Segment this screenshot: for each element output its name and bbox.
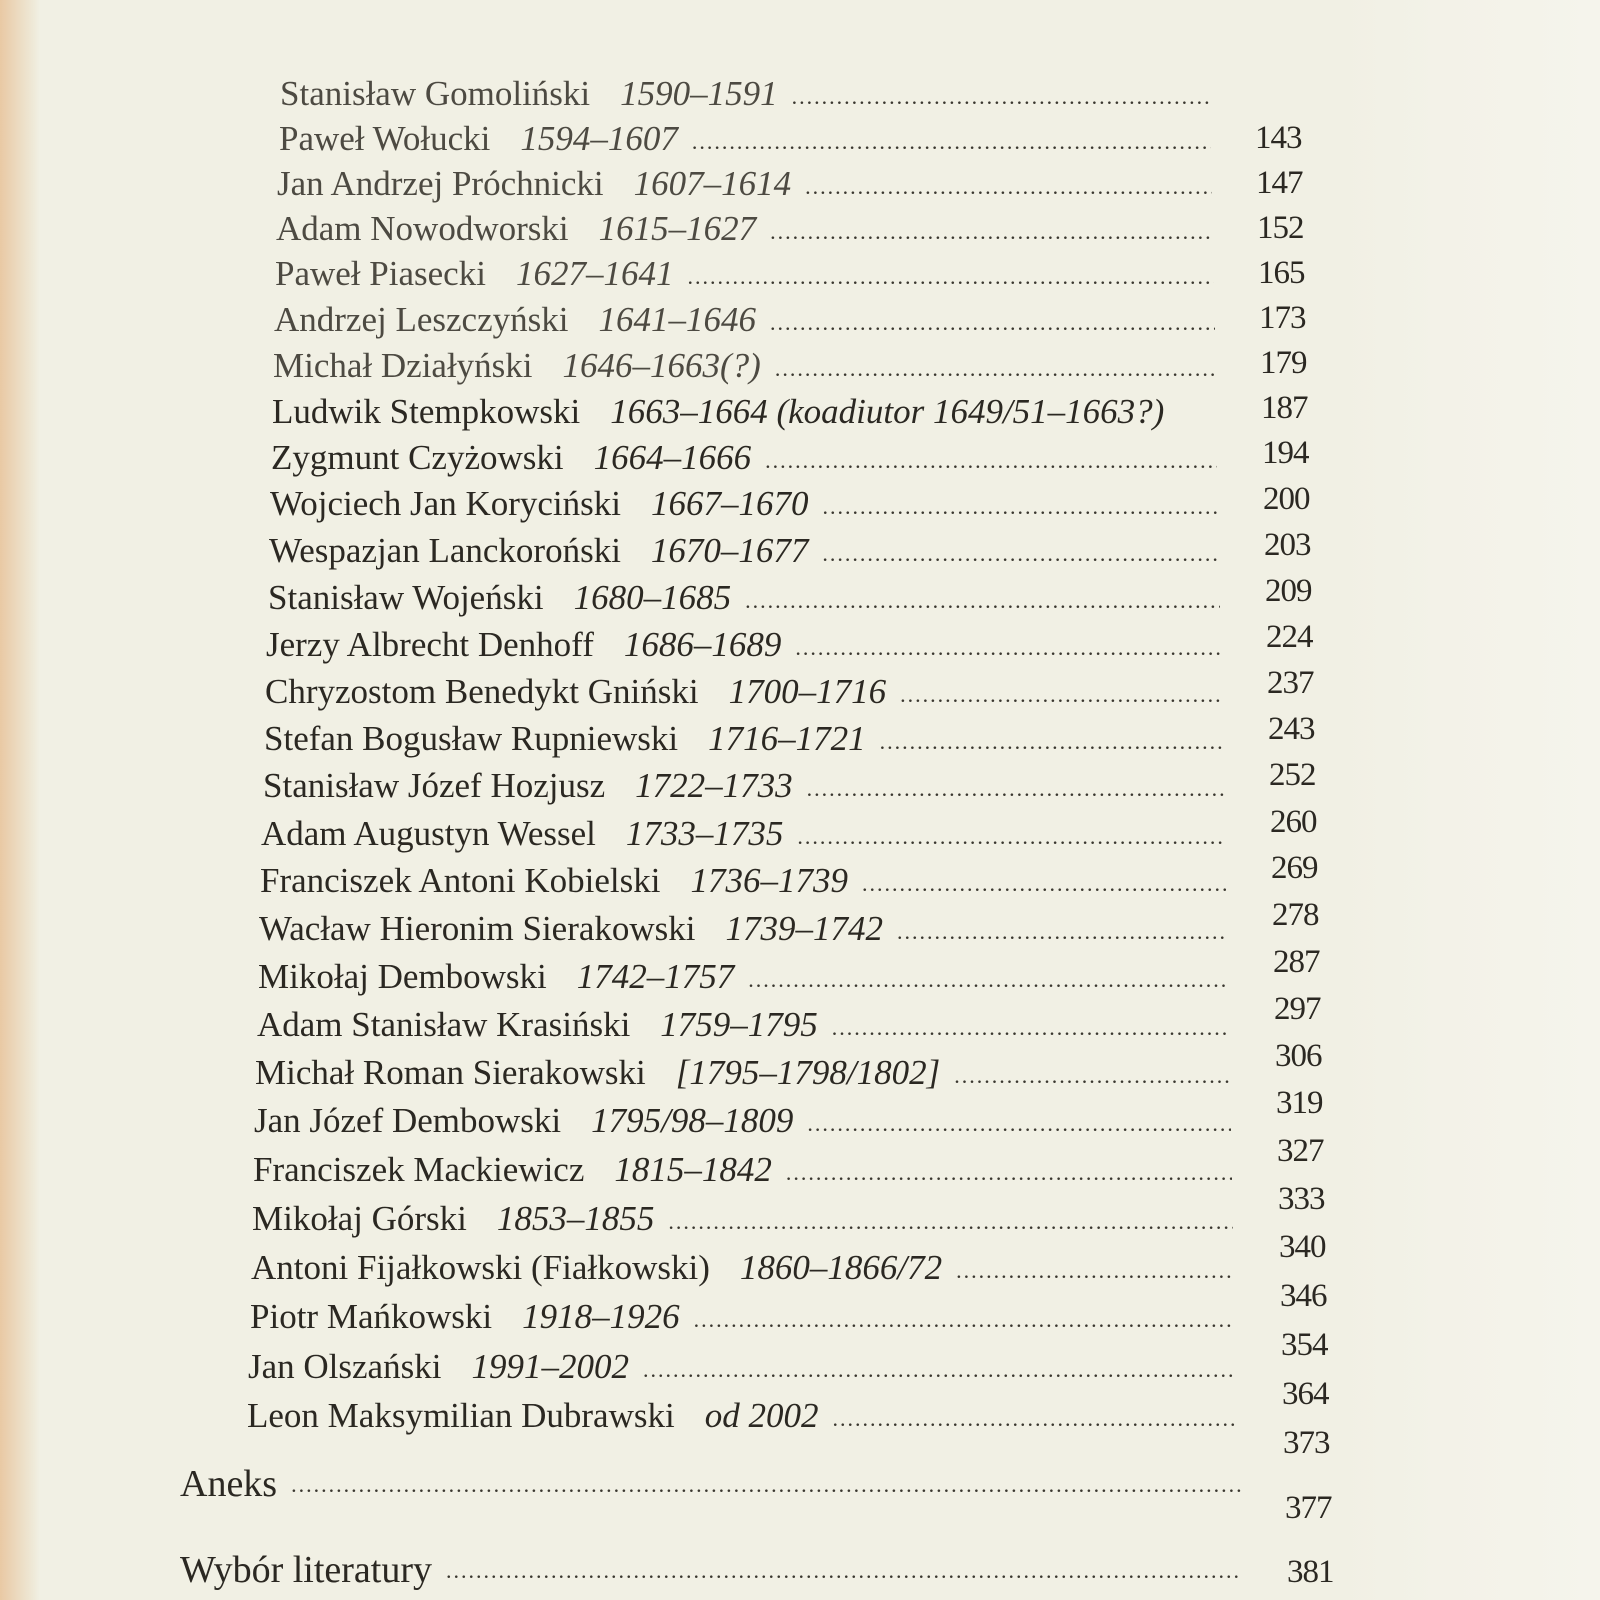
entry-name: Michał Działyński	[273, 346, 533, 385]
toc-entry	[248, 1347, 1236, 1391]
entry-years: od 2002	[704, 1396, 819, 1435]
dot-leader	[805, 174, 1212, 208]
entry-name: Stanisław Gomoliński	[280, 74, 591, 113]
dot-leader	[822, 541, 1219, 575]
toc-entry	[261, 814, 1225, 858]
toc-entry	[254, 1101, 1231, 1145]
entry-years: 1795/98–1809	[591, 1101, 794, 1140]
dot-leader	[643, 1357, 1236, 1391]
entry-name: Antoni Fijałkowski (Fiałkowski)	[251, 1248, 710, 1287]
entry-name: Zygmunt Czyżowski	[271, 438, 564, 477]
toc-entry	[273, 346, 1215, 390]
entry-page-number: 252	[1269, 757, 1316, 793]
entry-name: Adam Augustyn Wessel	[261, 814, 596, 853]
entry-page-number: 319	[1276, 1085, 1323, 1121]
toc-entry	[263, 766, 1224, 810]
entry-name: Adam Stanisław Krasiński	[257, 1005, 631, 1044]
entry-years: 1615–1627	[598, 209, 757, 248]
toc-entry	[247, 1396, 1237, 1440]
entry-name: Andrzej Leszczyński	[274, 300, 569, 339]
entry-page-number: 143	[1255, 120, 1302, 156]
entry-years: 1607–1614	[633, 164, 792, 203]
entry-name: Franciszek Mackiewicz	[253, 1150, 585, 1189]
entry-name: Jerzy Albrecht Denhoff	[266, 625, 594, 664]
entry-page-number: 165	[1258, 255, 1305, 291]
entry-years: 1716–1721	[708, 719, 866, 758]
toc-entry	[255, 1053, 1230, 1097]
entry-years: 1627–1641	[515, 254, 674, 293]
toc-entry	[279, 119, 1211, 163]
dot-leader	[446, 1558, 1242, 1592]
entry-name: Stefan Bogusław Rupniewski	[264, 719, 679, 758]
toc-entry	[272, 392, 1232, 436]
entry-years: 1853–1855	[496, 1199, 655, 1238]
toc-entry	[265, 672, 1222, 716]
toc-entry	[268, 578, 1220, 622]
toc-entry	[253, 1150, 1232, 1194]
dot-leader	[807, 776, 1224, 810]
entry-page-number: 203	[1264, 527, 1311, 563]
entry-page-number: 333	[1278, 1181, 1325, 1217]
entry-page-number: 327	[1277, 1133, 1324, 1169]
dot-leader	[775, 356, 1215, 390]
toc-entry	[264, 719, 1223, 763]
dot-leader	[954, 1063, 1230, 1097]
dot-leader	[792, 84, 1210, 118]
dot-leader	[745, 588, 1220, 622]
entry-page-number: 364	[1282, 1376, 1329, 1412]
entry-page-number: 269	[1271, 850, 1318, 886]
entry-name: Stanisław Wojeński	[268, 578, 544, 617]
toc-entry	[276, 209, 1213, 253]
entry-name: Franciszek Antoni Kobielski	[260, 861, 661, 900]
entry-years: [1795–1798/1802]	[675, 1053, 941, 1092]
entry-page-number: 260	[1270, 804, 1317, 840]
entry-name: Paweł Piasecki	[275, 254, 486, 293]
dot-leader	[687, 264, 1214, 298]
section-page-number: 381	[1287, 1554, 1334, 1590]
dot-leader	[770, 310, 1215, 344]
entry-page-number: 224	[1266, 619, 1313, 655]
entry-years: 1860–1866/72	[739, 1248, 943, 1287]
entry-years: 1594–1607	[520, 119, 678, 158]
entry-years: 1663–1664 (koadiutor 1649/51–1663?)	[610, 392, 1165, 431]
entry-page-number: 278	[1272, 897, 1319, 933]
entry-page-number: 243	[1268, 711, 1315, 747]
dot-leader	[956, 1258, 1234, 1292]
entry-years: 1739–1742	[725, 909, 884, 948]
entry-years: 1815–1842	[614, 1150, 772, 1189]
dot-leader	[797, 824, 1225, 858]
toc-entry	[257, 1005, 1229, 1049]
entry-page-number: 152	[1257, 210, 1304, 246]
section-title: Aneks	[180, 1463, 278, 1505]
toc-entry	[250, 1297, 1235, 1341]
entry-page-number: 373	[1283, 1425, 1330, 1461]
entry-years: 1991–2002	[471, 1347, 629, 1386]
dot-leader	[668, 1209, 1233, 1243]
dot-leader	[880, 729, 1223, 763]
entry-years: 1686–1689	[623, 625, 782, 664]
entry-page-number: 346	[1280, 1278, 1327, 1314]
toc-entry	[266, 625, 1221, 669]
dot-leader	[748, 967, 1228, 1001]
toc-entry	[274, 300, 1215, 344]
toc-entry	[259, 909, 1227, 953]
entry-name: Jan Olszański	[248, 1347, 442, 1386]
dot-leader	[291, 1472, 1242, 1506]
toc-entry	[271, 438, 1217, 482]
toc-entry	[270, 484, 1218, 528]
entry-name: Adam Nowodworski	[276, 209, 569, 248]
entry-page-number: 194	[1262, 435, 1309, 471]
entry-page-number: 306	[1275, 1038, 1322, 1074]
entry-years: 1742–1757	[576, 957, 735, 996]
toc-entry	[275, 254, 1214, 298]
entry-years: 1646–1663(?)	[562, 346, 761, 385]
entry-years: 1641–1646	[598, 300, 756, 339]
entry-name: Ludwik Stempkowski	[272, 392, 581, 431]
entry-page-number: 173	[1259, 300, 1306, 336]
dot-leader	[765, 448, 1217, 482]
entry-years: 1722–1733	[635, 766, 793, 805]
section-page-number: 377	[1285, 1490, 1332, 1526]
entry-name: Mikołaj Górski	[252, 1199, 467, 1238]
entry-page-number: 179	[1260, 345, 1307, 381]
entry-years: 1667–1670	[650, 484, 809, 523]
dot-leader	[807, 1111, 1231, 1145]
toc-entry	[258, 957, 1228, 1001]
entry-page-number: 354	[1281, 1327, 1328, 1363]
entry-page-number: 287	[1273, 944, 1320, 980]
toc-entry	[251, 1248, 1234, 1292]
entry-name: Jan Józef Dembowski	[254, 1101, 562, 1140]
entry-page-number: 187	[1261, 390, 1308, 426]
entry-name: Leon Maksymilian Dubrawski	[247, 1396, 675, 1435]
entry-years: 1918–1926	[522, 1297, 680, 1336]
entry-name: Chryzostom Benedykt Gniński	[265, 672, 699, 711]
entry-years: 1700–1716	[728, 672, 887, 711]
dot-leader	[692, 129, 1211, 163]
entry-page-number: 297	[1274, 991, 1321, 1027]
dot-leader	[770, 219, 1213, 253]
toc-entry	[252, 1199, 1233, 1243]
entry-years: 1670–1677	[650, 531, 809, 570]
dot-leader	[694, 1307, 1235, 1341]
entry-years: 1733–1735	[625, 814, 784, 853]
dot-leader	[822, 494, 1218, 528]
entry-name: Mikołaj Dembowski	[258, 957, 547, 996]
entry-name: Stanisław Józef Hozjusz	[263, 766, 606, 805]
toc-entry	[260, 861, 1226, 905]
entry-years: 1759–1795	[660, 1005, 818, 1044]
entry-name: Paweł Wołucki	[279, 119, 491, 158]
dot-leader	[897, 919, 1227, 953]
entry-name: Wojciech Jan Koryciński	[270, 484, 621, 523]
entry-page-number: 340	[1279, 1229, 1326, 1265]
entry-page-number: 147	[1256, 165, 1303, 201]
toc-section	[180, 1462, 1242, 1506]
entry-page-number: 237	[1267, 665, 1314, 701]
toc-entry	[280, 74, 1210, 118]
section-title: Wybór literatury	[180, 1549, 433, 1591]
entry-name: Jan Andrzej Próchnicki	[277, 164, 604, 203]
entry-years: 1590–1591	[620, 74, 778, 113]
dot-leader	[786, 1160, 1232, 1194]
entry-years: 1664–1666	[593, 438, 752, 477]
entry-page-number: 200	[1263, 481, 1310, 517]
dot-leader	[862, 871, 1226, 905]
entry-years: 1680–1685	[573, 578, 732, 617]
toc-entry	[277, 164, 1212, 208]
toc-entry	[269, 531, 1219, 575]
dot-leader	[832, 1015, 1229, 1049]
entry-name: Michał Roman Sierakowski	[255, 1053, 646, 1092]
dot-leader	[832, 1406, 1237, 1440]
entry-years: 1736–1739	[690, 861, 849, 900]
entry-page-number: 209	[1265, 573, 1312, 609]
entry-name: Piotr Mańkowski	[250, 1297, 493, 1336]
dot-leader	[900, 682, 1222, 716]
entry-name: Wespazjan Lanckoroński	[269, 531, 621, 570]
entry-name: Wacław Hieronim Sierakowski	[259, 909, 696, 948]
dot-leader	[795, 635, 1221, 669]
toc-section	[180, 1548, 1242, 1592]
